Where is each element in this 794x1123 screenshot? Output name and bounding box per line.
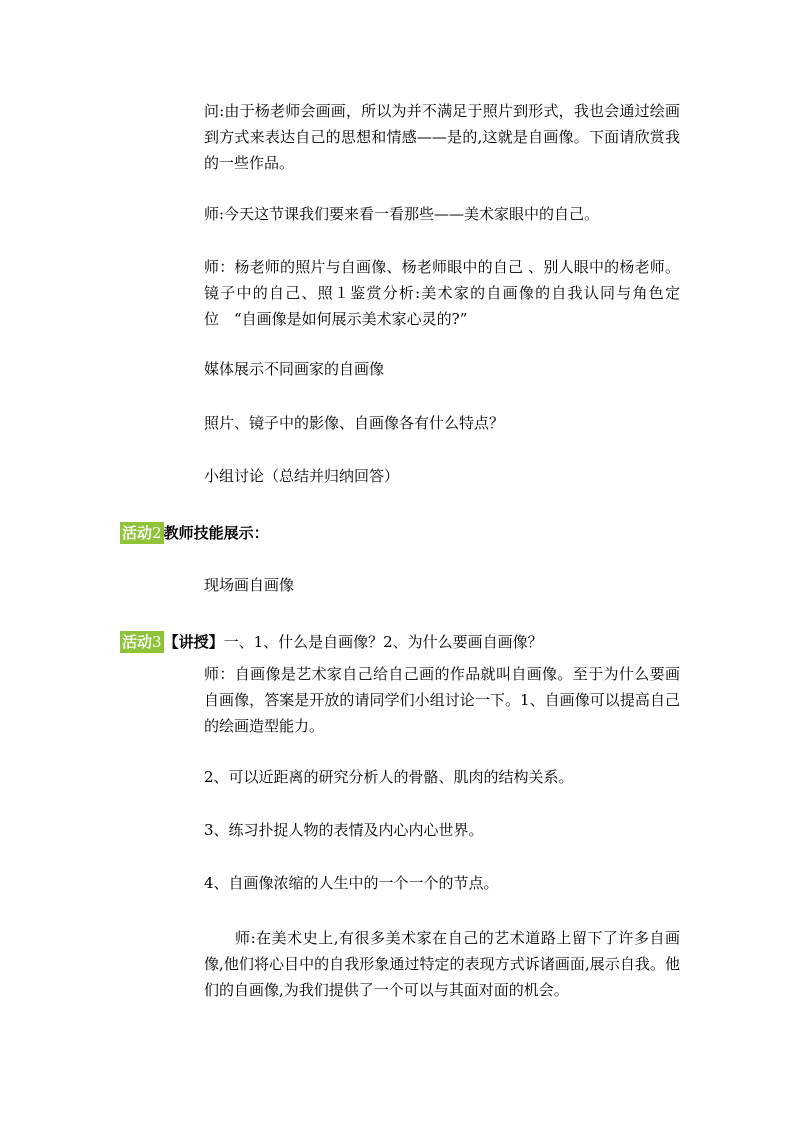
paragraph-selfportrait-definition: 师：自画像是艺术家自己给自己画的作品就叫自画像。至于为什么要画自画像，答案是开放的请同学们小组讨论一下。1、自画像可以提高自己的绘画造型能力。 <box>204 665 680 735</box>
paragraph-point-2: 2、可以近距离的研究分析人的骨骼、肌肉的结构关系。 <box>204 768 574 786</box>
paragraph-today-lesson: 师:今天这节课我们要来看一看那些——美术家眼中的自己。 <box>204 205 600 223</box>
activity-3-bracket-title: 【讲授】 <box>163 633 224 651</box>
paragraph-art-history: 师:在美术史上,有很多美术家在自己的艺术道路上留下了许多自画像,他们将心目中的自我形象通过特定的表现方式诉诸画面,展示自我。他们的自画像,为我们提供了一个可以与其面对面的机会。 <box>204 929 680 999</box>
activity-3-text: 一、1、什么是自画像？2、为什么要画自画像？ <box>223 633 543 651</box>
paragraph-features-question: 照片、镜子中的影像、自画像各有什么特点？ <box>204 414 505 432</box>
activity-3-badge: 活动3 <box>122 633 162 651</box>
paragraph-media-display: 媒体展示不同画家的自画像 <box>204 360 385 378</box>
paragraph-point-4: 4、自画像浓缩的人生中的一个一个的节点。 <box>204 874 499 892</box>
paragraph-point-3: 3、练习扑捉人物的表情及内心内心世界。 <box>204 821 484 839</box>
activity-2-heading <box>120 519 269 543</box>
activity-2-badge: 活动2 <box>122 524 162 542</box>
activity-2-title: 教师技能展示： <box>163 524 269 542</box>
paragraph-live-drawing: 现场画自画像 <box>204 576 295 594</box>
paragraph-group-discussion: 小组讨论（总结并归纳回答） <box>204 467 400 485</box>
paragraph-photo-vs-selfportrait: 师：杨老师的照片与自画像、杨老师眼中的自己 、别人眼中的杨老师。镜子中的自己、照１鉴赏分析:美术家的自画像的自我认同与角色定位 “自画像是如何展示美术家心灵的?” <box>204 258 680 328</box>
paragraph-question: 问:由于杨老师会画画，所以为并不满足于照片到形式，我也会通过绘画到方式来表达自己的思想和情感——是的,这就是自画像。下面请欣赏我的一些作品。 <box>204 102 680 172</box>
activity-3-heading <box>120 628 543 652</box>
